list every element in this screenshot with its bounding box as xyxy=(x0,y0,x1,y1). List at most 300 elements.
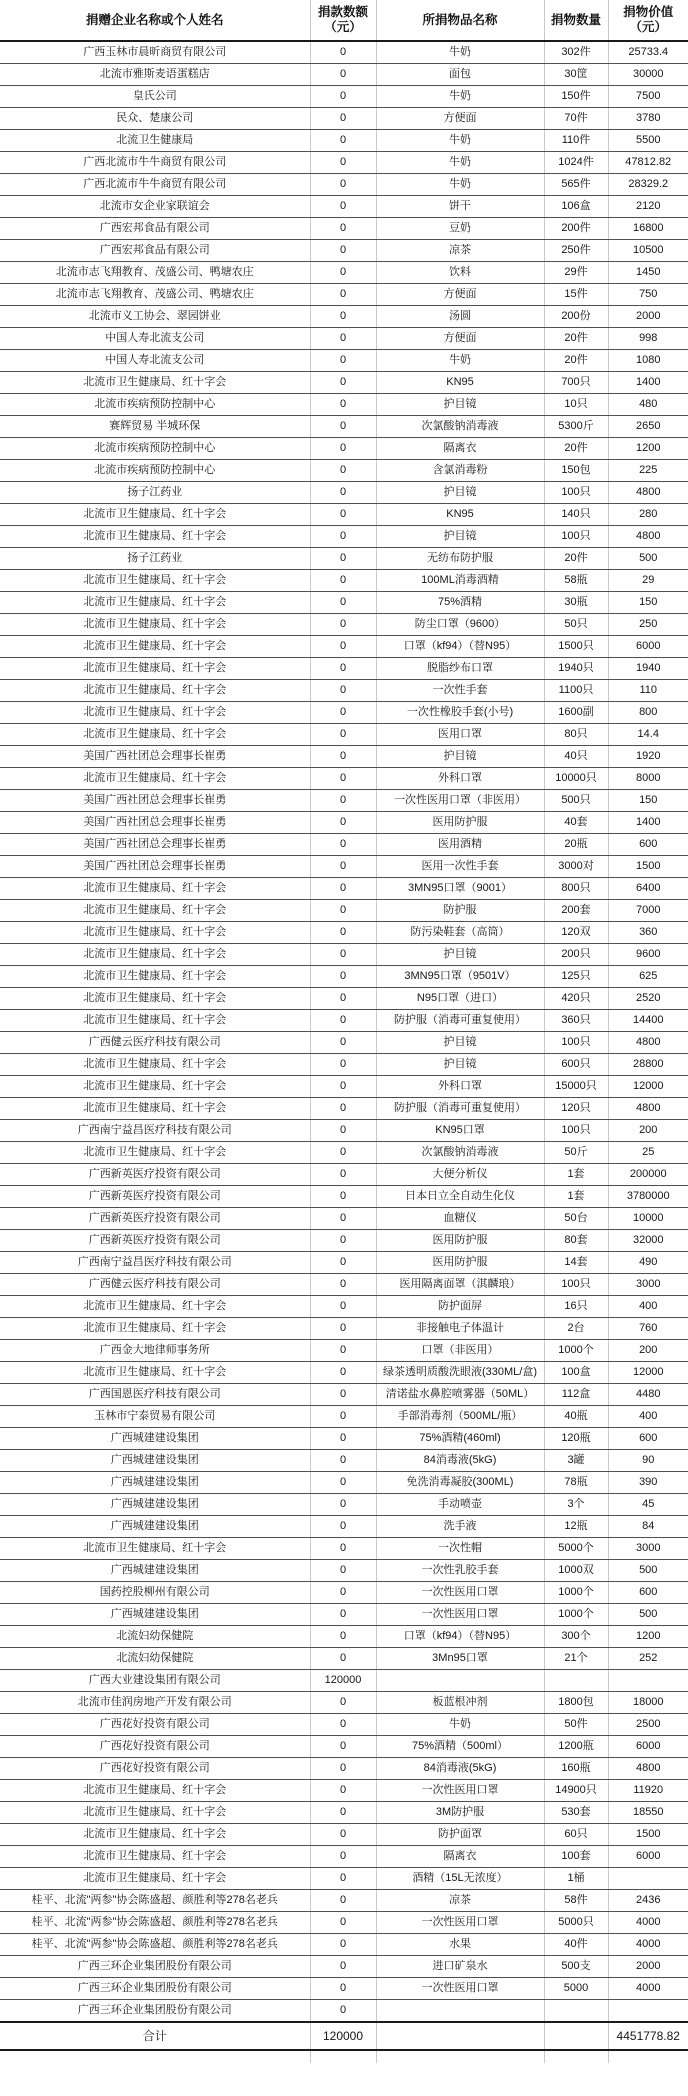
item-quantity-cell: 12瓶 xyxy=(544,1516,608,1538)
donor-name-cell: 北流市卫生健康局、红十字会 xyxy=(0,1098,310,1120)
item-name-cell: 一次性医用口罩 xyxy=(376,1978,544,2000)
donation-amount-cell: 0 xyxy=(310,1824,376,1846)
donation-amount-cell: 0 xyxy=(310,372,376,394)
donation-amount-cell: 0 xyxy=(310,1010,376,1032)
header-item-value: 捐物价值（元） xyxy=(608,0,688,41)
item-name-cell xyxy=(376,1670,544,1692)
item-name-cell: 隔离衣 xyxy=(376,1846,544,1868)
item-name-cell: 3Mn95口罩 xyxy=(376,1648,544,1670)
table-row xyxy=(0,1274,688,1296)
item-quantity-cell: 302件 xyxy=(544,41,608,64)
table-row xyxy=(0,262,688,284)
item-quantity-cell: 300个 xyxy=(544,1626,608,1648)
item-name-cell: 医用防护服 xyxy=(376,812,544,834)
item-name-cell: 洗手液 xyxy=(376,1516,544,1538)
donor-name-cell: 国药控股柳州有限公司 xyxy=(0,1582,310,1604)
table-row xyxy=(0,746,688,768)
item-quantity-cell: 80只 xyxy=(544,724,608,746)
item-value-cell: 1200 xyxy=(608,1626,688,1648)
item-quantity-cell: 58件 xyxy=(544,1890,608,1912)
table-row xyxy=(0,1648,688,1670)
table-row xyxy=(0,1714,688,1736)
item-value-cell: 6000 xyxy=(608,636,688,658)
table-row xyxy=(0,988,688,1010)
donor-name-cell: 北流妇幼保健院 xyxy=(0,1626,310,1648)
item-value-cell: 30000 xyxy=(608,64,688,86)
item-value-cell: 4800 xyxy=(608,1032,688,1054)
donor-name-cell: 北流市卫生健康局、红十字会 xyxy=(0,1318,310,1340)
empty-stub-row xyxy=(0,2050,688,2063)
item-quantity-cell: 100只 xyxy=(544,1032,608,1054)
item-name-cell: 75%酒精(460ml) xyxy=(376,1428,544,1450)
donor-name-cell: 广西花好投资有限公司 xyxy=(0,1758,310,1780)
table-row xyxy=(0,1868,688,1890)
item-name-cell: 一次性乳胶手套 xyxy=(376,1560,544,1582)
donor-name-cell: 广西新英医疗投资有限公司 xyxy=(0,1208,310,1230)
donor-name-cell: 广西宏邦食品有限公司 xyxy=(0,218,310,240)
donation-amount-cell: 0 xyxy=(310,768,376,790)
donor-name-cell: 北流市卫生健康局、红十字会 xyxy=(0,570,310,592)
donor-name-cell: 北流市义工协会、翠园饼业 xyxy=(0,306,310,328)
item-name-cell: 一次性橡胶手套(小号) xyxy=(376,702,544,724)
item-value-cell: 28329.2 xyxy=(608,174,688,196)
item-value-cell: 3780000 xyxy=(608,1186,688,1208)
donor-name-cell: 广西新英医疗投资有限公司 xyxy=(0,1230,310,1252)
item-name-cell: 一次性医用口罩 xyxy=(376,1780,544,1802)
item-name-cell: 84消毒液(5kG) xyxy=(376,1450,544,1472)
table-row xyxy=(0,1208,688,1230)
table-row xyxy=(0,1472,688,1494)
donor-name-cell: 北流市卫生健康局、红十字会 xyxy=(0,922,310,944)
donor-name-cell: 美国广西社团总会理事长崔勇 xyxy=(0,790,310,812)
donation-amount-cell: 0 xyxy=(310,438,376,460)
item-quantity-cell: 100只 xyxy=(544,1120,608,1142)
item-name-cell: 牛奶 xyxy=(376,152,544,174)
donor-name-cell: 赛辉贸易 半城环保 xyxy=(0,416,310,438)
donor-name-cell: 北流市卫生健康局、红十字会 xyxy=(0,988,310,1010)
item-name-cell: 饮料 xyxy=(376,262,544,284)
donation-amount-cell: 0 xyxy=(310,724,376,746)
item-value-cell: 4000 xyxy=(608,1978,688,2000)
item-quantity-cell: 80套 xyxy=(544,1230,608,1252)
item-value-cell: 4000 xyxy=(608,1912,688,1934)
donation-amount-cell: 0 xyxy=(310,1560,376,1582)
item-value-cell: 3000 xyxy=(608,1274,688,1296)
item-name-cell: 大便分析仪 xyxy=(376,1164,544,1186)
table-row xyxy=(0,1428,688,1450)
donation-amount-cell: 0 xyxy=(310,1098,376,1120)
total-label: 合计 xyxy=(0,2022,310,2050)
table-row xyxy=(0,108,688,130)
donation-amount-cell: 0 xyxy=(310,108,376,130)
donation-amount-cell: 0 xyxy=(310,1120,376,1142)
donor-name-cell: 北流市卫生健康局、红十字会 xyxy=(0,1780,310,1802)
item-value-cell: 47812.82 xyxy=(608,152,688,174)
table-row xyxy=(0,702,688,724)
donor-name-cell: 广西北流市牛牛商贸有限公司 xyxy=(0,174,310,196)
item-value-cell: 3000 xyxy=(608,1538,688,1560)
stub-cell xyxy=(544,2050,608,2063)
table-row xyxy=(0,1362,688,1384)
item-name-cell: 护目镜 xyxy=(376,746,544,768)
table-row xyxy=(0,152,688,174)
donation-amount-cell: 0 xyxy=(310,1054,376,1076)
item-name-cell: 饼干 xyxy=(376,196,544,218)
item-name-cell: 3MN95口罩（9001） xyxy=(376,878,544,900)
item-value-cell: 200 xyxy=(608,1120,688,1142)
donation-amount-cell: 0 xyxy=(310,1274,376,1296)
donor-name-cell: 北流市卫生健康局、红十字会 xyxy=(0,1802,310,1824)
item-quantity-cell xyxy=(544,2000,608,2023)
donation-amount-cell: 0 xyxy=(310,1450,376,1472)
donor-name-cell: 广西三环企业集团股份有限公司 xyxy=(0,2000,310,2023)
item-value-cell: 4000 xyxy=(608,1934,688,1956)
item-quantity-cell: 200份 xyxy=(544,306,608,328)
item-value-cell: 400 xyxy=(608,1406,688,1428)
donor-name-cell: 广西城建建设集团 xyxy=(0,1472,310,1494)
donation-amount-cell: 0 xyxy=(310,1032,376,1054)
item-value-cell: 18000 xyxy=(608,1692,688,1714)
item-quantity-cell: 120瓶 xyxy=(544,1428,608,1450)
item-quantity-cell: 30瓶 xyxy=(544,592,608,614)
donation-amount-cell: 0 xyxy=(310,504,376,526)
donor-name-cell: 美国广西社团总会理事长崔勇 xyxy=(0,834,310,856)
table-row xyxy=(0,1736,688,1758)
item-quantity-cell: 20件 xyxy=(544,350,608,372)
donation-amount-cell: 0 xyxy=(310,394,376,416)
donation-amount-cell: 0 xyxy=(310,64,376,86)
table-row xyxy=(0,636,688,658)
donor-name-cell: 广西花好投资有限公司 xyxy=(0,1736,310,1758)
item-name-cell: 牛奶 xyxy=(376,41,544,64)
item-name-cell: 防尘口罩（9600） xyxy=(376,614,544,636)
donor-name-cell: 北流市卫生健康局、红十字会 xyxy=(0,724,310,746)
donation-amount-cell: 0 xyxy=(310,1890,376,1912)
table-row xyxy=(0,1626,688,1648)
item-name-cell: 牛奶 xyxy=(376,174,544,196)
item-name-cell: KN95 xyxy=(376,372,544,394)
table-row xyxy=(0,1890,688,1912)
item-value-cell: 2500 xyxy=(608,1714,688,1736)
item-value-cell: 600 xyxy=(608,1428,688,1450)
donor-name-cell: 中国人寿北流支公司 xyxy=(0,350,310,372)
item-value-cell: 1940 xyxy=(608,658,688,680)
table-row xyxy=(0,1450,688,1472)
donation-amount-cell: 0 xyxy=(310,2000,376,2023)
item-quantity-cell: 140只 xyxy=(544,504,608,526)
item-value-cell: 200 xyxy=(608,1340,688,1362)
donation-amount-cell: 0 xyxy=(310,1604,376,1626)
item-value-cell: 14.4 xyxy=(608,724,688,746)
item-value-cell: 6000 xyxy=(608,1846,688,1868)
donation-amount-cell: 0 xyxy=(310,218,376,240)
item-value-cell: 1080 xyxy=(608,350,688,372)
donation-amount-cell: 0 xyxy=(310,460,376,482)
donor-name-cell: 广西健云医疗科技有限公司 xyxy=(0,1032,310,1054)
item-name-cell: 方便面 xyxy=(376,284,544,306)
item-name-cell: 医用防护服 xyxy=(376,1230,544,1252)
item-name-cell xyxy=(376,2000,544,2023)
donor-name-cell: 广西北流市牛牛商贸有限公司 xyxy=(0,152,310,174)
item-name-cell: 非接触电子体温计 xyxy=(376,1318,544,1340)
donation-amount-cell: 0 xyxy=(310,1956,376,1978)
donation-amount-cell: 0 xyxy=(310,526,376,548)
item-quantity-cell: 100套 xyxy=(544,1846,608,1868)
item-value-cell: 360 xyxy=(608,922,688,944)
item-value-cell: 4480 xyxy=(608,1384,688,1406)
table-row xyxy=(0,86,688,108)
donation-amount-cell: 0 xyxy=(310,350,376,372)
item-name-cell: 凉茶 xyxy=(376,1890,544,1912)
item-value-cell xyxy=(608,2000,688,2023)
donation-amount-cell: 0 xyxy=(310,482,376,504)
item-value-cell: 252 xyxy=(608,1648,688,1670)
donation-amount-cell: 0 xyxy=(310,1582,376,1604)
item-quantity-cell: 250件 xyxy=(544,240,608,262)
item-name-cell: 口罩（kf94）（替N95） xyxy=(376,636,544,658)
table-row xyxy=(0,130,688,152)
item-name-cell: 次氯酸钠消毒液 xyxy=(376,416,544,438)
item-name-cell: 血糖仪 xyxy=(376,1208,544,1230)
donation-amount-cell: 0 xyxy=(310,1538,376,1560)
table-row xyxy=(0,856,688,878)
item-quantity-cell: 800只 xyxy=(544,878,608,900)
donor-name-cell: 广西金大地律师事务所 xyxy=(0,1340,310,1362)
table-body xyxy=(0,41,688,2022)
item-value-cell: 16800 xyxy=(608,218,688,240)
header-row xyxy=(0,0,688,41)
item-quantity-cell: 20件 xyxy=(544,438,608,460)
item-name-cell: 护目镜 xyxy=(376,526,544,548)
item-quantity-cell: 1000双 xyxy=(544,1560,608,1582)
table-row xyxy=(0,570,688,592)
item-value-cell: 14400 xyxy=(608,1010,688,1032)
item-name-cell: N95口罩（进口） xyxy=(376,988,544,1010)
table-row xyxy=(0,790,688,812)
item-value-cell: 2436 xyxy=(608,1890,688,1912)
table-row xyxy=(0,1142,688,1164)
table-row xyxy=(0,306,688,328)
item-value-cell: 2120 xyxy=(608,196,688,218)
item-quantity-cell: 1套 xyxy=(544,1186,608,1208)
donation-amount-cell: 120000 xyxy=(310,1670,376,1692)
item-name-cell: 酒精（15L无浓度） xyxy=(376,1868,544,1890)
donation-amount-cell: 0 xyxy=(310,746,376,768)
item-quantity-cell: 200件 xyxy=(544,218,608,240)
header-donation-amount: 捐款数额（元） xyxy=(310,0,376,41)
donation-amount-cell: 0 xyxy=(310,1406,376,1428)
item-name-cell: 口罩（非医用） xyxy=(376,1340,544,1362)
donation-amount-cell: 0 xyxy=(310,966,376,988)
item-quantity-cell: 1800包 xyxy=(544,1692,608,1714)
item-quantity-cell: 1500只 xyxy=(544,636,608,658)
donor-name-cell: 广西健云医疗科技有限公司 xyxy=(0,1274,310,1296)
item-quantity-cell: 3罐 xyxy=(544,1450,608,1472)
item-value-cell: 25 xyxy=(608,1142,688,1164)
table-row xyxy=(0,1604,688,1626)
item-quantity-cell: 15件 xyxy=(544,284,608,306)
donor-name-cell: 广西城建建设集团 xyxy=(0,1560,310,1582)
table-row xyxy=(0,680,688,702)
donor-name-cell: 广西花好投资有限公司 xyxy=(0,1714,310,1736)
donor-name-cell: 北流市卫生健康局、红十字会 xyxy=(0,526,310,548)
donor-name-cell: 北流市志飞翔教育、茂盛公司、鸭塘农庄 xyxy=(0,262,310,284)
table-row xyxy=(0,1252,688,1274)
donation-amount-cell: 0 xyxy=(310,1252,376,1274)
item-value-cell: 1400 xyxy=(608,372,688,394)
donation-amount-cell: 0 xyxy=(310,680,376,702)
table-row xyxy=(0,460,688,482)
stub-cell xyxy=(310,2050,376,2063)
item-name-cell: 外科口罩 xyxy=(376,768,544,790)
item-name-cell: 清诺盐水鼻腔喷雾器（50ML） xyxy=(376,1384,544,1406)
item-quantity-cell: 565件 xyxy=(544,174,608,196)
item-quantity-cell: 40件 xyxy=(544,1934,608,1956)
donation-amount-cell: 0 xyxy=(310,592,376,614)
donation-amount-cell: 0 xyxy=(310,1868,376,1890)
table-row xyxy=(0,1560,688,1582)
donor-name-cell: 广西宏邦食品有限公司 xyxy=(0,240,310,262)
donor-name-cell: 广西新英医疗投资有限公司 xyxy=(0,1186,310,1208)
donor-name-cell: 北流市疾病预防控制中心 xyxy=(0,394,310,416)
donation-amount-cell: 0 xyxy=(310,1626,376,1648)
header-item-name: 所捐物品名称 xyxy=(376,0,544,41)
table-row xyxy=(0,41,688,64)
table-row xyxy=(0,1164,688,1186)
table-row xyxy=(0,1406,688,1428)
table-row xyxy=(0,1296,688,1318)
item-quantity-cell: 70件 xyxy=(544,108,608,130)
item-value-cell: 625 xyxy=(608,966,688,988)
item-name-cell: 一次性医用口罩 xyxy=(376,1582,544,1604)
donor-name-cell: 美国广西社团总会理事长崔勇 xyxy=(0,856,310,878)
item-name-cell: 医用一次性手套 xyxy=(376,856,544,878)
item-quantity-cell: 29件 xyxy=(544,262,608,284)
header-item-quantity: 捐物数量 xyxy=(544,0,608,41)
item-quantity-cell: 20件 xyxy=(544,328,608,350)
table-row xyxy=(0,1758,688,1780)
item-name-cell: 外科口罩 xyxy=(376,1076,544,1098)
item-value-cell: 18550 xyxy=(608,1802,688,1824)
table-row xyxy=(0,966,688,988)
donor-name-cell: 广西南宁益昌医疗科技有限公司 xyxy=(0,1252,310,1274)
item-name-cell: 一次性帽 xyxy=(376,1538,544,1560)
donor-name-cell: 美国广西社团总会理事长崔勇 xyxy=(0,812,310,834)
donation-amount-cell: 0 xyxy=(310,1912,376,1934)
item-quantity-cell: 500支 xyxy=(544,1956,608,1978)
item-name-cell: 护目镜 xyxy=(376,944,544,966)
table-row xyxy=(0,1032,688,1054)
item-quantity-cell: 16只 xyxy=(544,1296,608,1318)
donor-name-cell: 北流妇幼保健院 xyxy=(0,1648,310,1670)
donation-amount-cell: 0 xyxy=(310,262,376,284)
table-row xyxy=(0,1494,688,1516)
item-value-cell: 8000 xyxy=(608,768,688,790)
donation-amount-cell: 0 xyxy=(310,900,376,922)
item-name-cell: 护目镜 xyxy=(376,1054,544,1076)
donation-amount-cell: 0 xyxy=(310,152,376,174)
item-name-cell: 牛奶 xyxy=(376,350,544,372)
donation-amount-cell: 0 xyxy=(310,1362,376,1384)
table-row xyxy=(0,284,688,306)
donation-amount-cell: 0 xyxy=(310,834,376,856)
donation-amount-cell: 0 xyxy=(310,812,376,834)
item-quantity-cell: 14套 xyxy=(544,1252,608,1274)
item-name-cell: 一次性医用口罩 xyxy=(376,1604,544,1626)
item-quantity-cell: 106盒 xyxy=(544,196,608,218)
item-value-cell: 1400 xyxy=(608,812,688,834)
donor-name-cell: 北流市卫生健康局、红十字会 xyxy=(0,702,310,724)
item-name-cell: 手动喷壶 xyxy=(376,1494,544,1516)
header-donor-name: 捐赠企业名称或个人姓名 xyxy=(0,0,310,41)
item-quantity-cell: 14900只 xyxy=(544,1780,608,1802)
item-name-cell: 防护面罩 xyxy=(376,1824,544,1846)
donation-amount-cell: 0 xyxy=(310,196,376,218)
item-quantity-cell: 50台 xyxy=(544,1208,608,1230)
item-quantity-cell: 40只 xyxy=(544,746,608,768)
item-quantity-cell: 125只 xyxy=(544,966,608,988)
item-name-cell: 汤圆 xyxy=(376,306,544,328)
item-quantity-cell: 360只 xyxy=(544,1010,608,1032)
item-name-cell: KN95 xyxy=(376,504,544,526)
item-name-cell: 板蓝根冲剂 xyxy=(376,1692,544,1714)
donor-name-cell: 北流市卫生健康局、红十字会 xyxy=(0,1538,310,1560)
item-name-cell: 水果 xyxy=(376,1934,544,1956)
donation-amount-cell: 0 xyxy=(310,856,376,878)
table-row xyxy=(0,394,688,416)
item-quantity-cell: 1100只 xyxy=(544,680,608,702)
item-name-cell: 手部消毒剂（500ML/瓶） xyxy=(376,1406,544,1428)
item-value-cell: 7000 xyxy=(608,900,688,922)
donor-name-cell: 北流市卫生健康局、红十字会 xyxy=(0,614,310,636)
donation-amount-cell: 0 xyxy=(310,1428,376,1450)
item-name-cell: 绿茶透明质酸洗眼液(330ML/盒) xyxy=(376,1362,544,1384)
donor-name-cell: 北流市卫生健康局、红十字会 xyxy=(0,1142,310,1164)
donor-name-cell: 北流市卫生健康局、红十字会 xyxy=(0,680,310,702)
donor-name-cell: 民众、楚康公司 xyxy=(0,108,310,130)
table-footer xyxy=(0,2022,688,2063)
table-row xyxy=(0,592,688,614)
item-value-cell: 28800 xyxy=(608,1054,688,1076)
item-value-cell: 500 xyxy=(608,1604,688,1626)
item-name-cell: 进口矿泉水 xyxy=(376,1956,544,1978)
item-quantity-cell: 110件 xyxy=(544,130,608,152)
item-value-cell: 760 xyxy=(608,1318,688,1340)
item-name-cell: 免洗消毒凝胶(300ML) xyxy=(376,1472,544,1494)
item-name-cell: 医用隔离面罩（淇麟琅） xyxy=(376,1274,544,1296)
item-name-cell: 防护服 xyxy=(376,900,544,922)
donation-amount-cell: 0 xyxy=(310,1384,376,1406)
donation-amount-cell: 0 xyxy=(310,328,376,350)
donor-name-cell: 扬子江药业 xyxy=(0,548,310,570)
item-quantity-cell: 3个 xyxy=(544,1494,608,1516)
item-name-cell: 防护服（消毒可重复使用） xyxy=(376,1010,544,1032)
donation-amount-cell: 0 xyxy=(310,130,376,152)
donor-name-cell: 北流市卫生健康局、红十字会 xyxy=(0,658,310,680)
item-value-cell: 1200 xyxy=(608,438,688,460)
donor-name-cell: 北流市卫生健康局、红十字会 xyxy=(0,1846,310,1868)
item-quantity-cell: 112盒 xyxy=(544,1384,608,1406)
stub-cell xyxy=(376,2050,544,2063)
item-name-cell: 口罩（kf94）（替N95） xyxy=(376,1626,544,1648)
donation-amount-cell: 0 xyxy=(310,548,376,570)
donor-name-cell: 广西大业建设集团有限公司 xyxy=(0,1670,310,1692)
item-value-cell: 4800 xyxy=(608,482,688,504)
item-value-cell: 7500 xyxy=(608,86,688,108)
item-quantity-cell: 420只 xyxy=(544,988,608,1010)
item-quantity-cell: 100盒 xyxy=(544,1362,608,1384)
donor-name-cell: 北流市卫生健康局、红十字会 xyxy=(0,1076,310,1098)
